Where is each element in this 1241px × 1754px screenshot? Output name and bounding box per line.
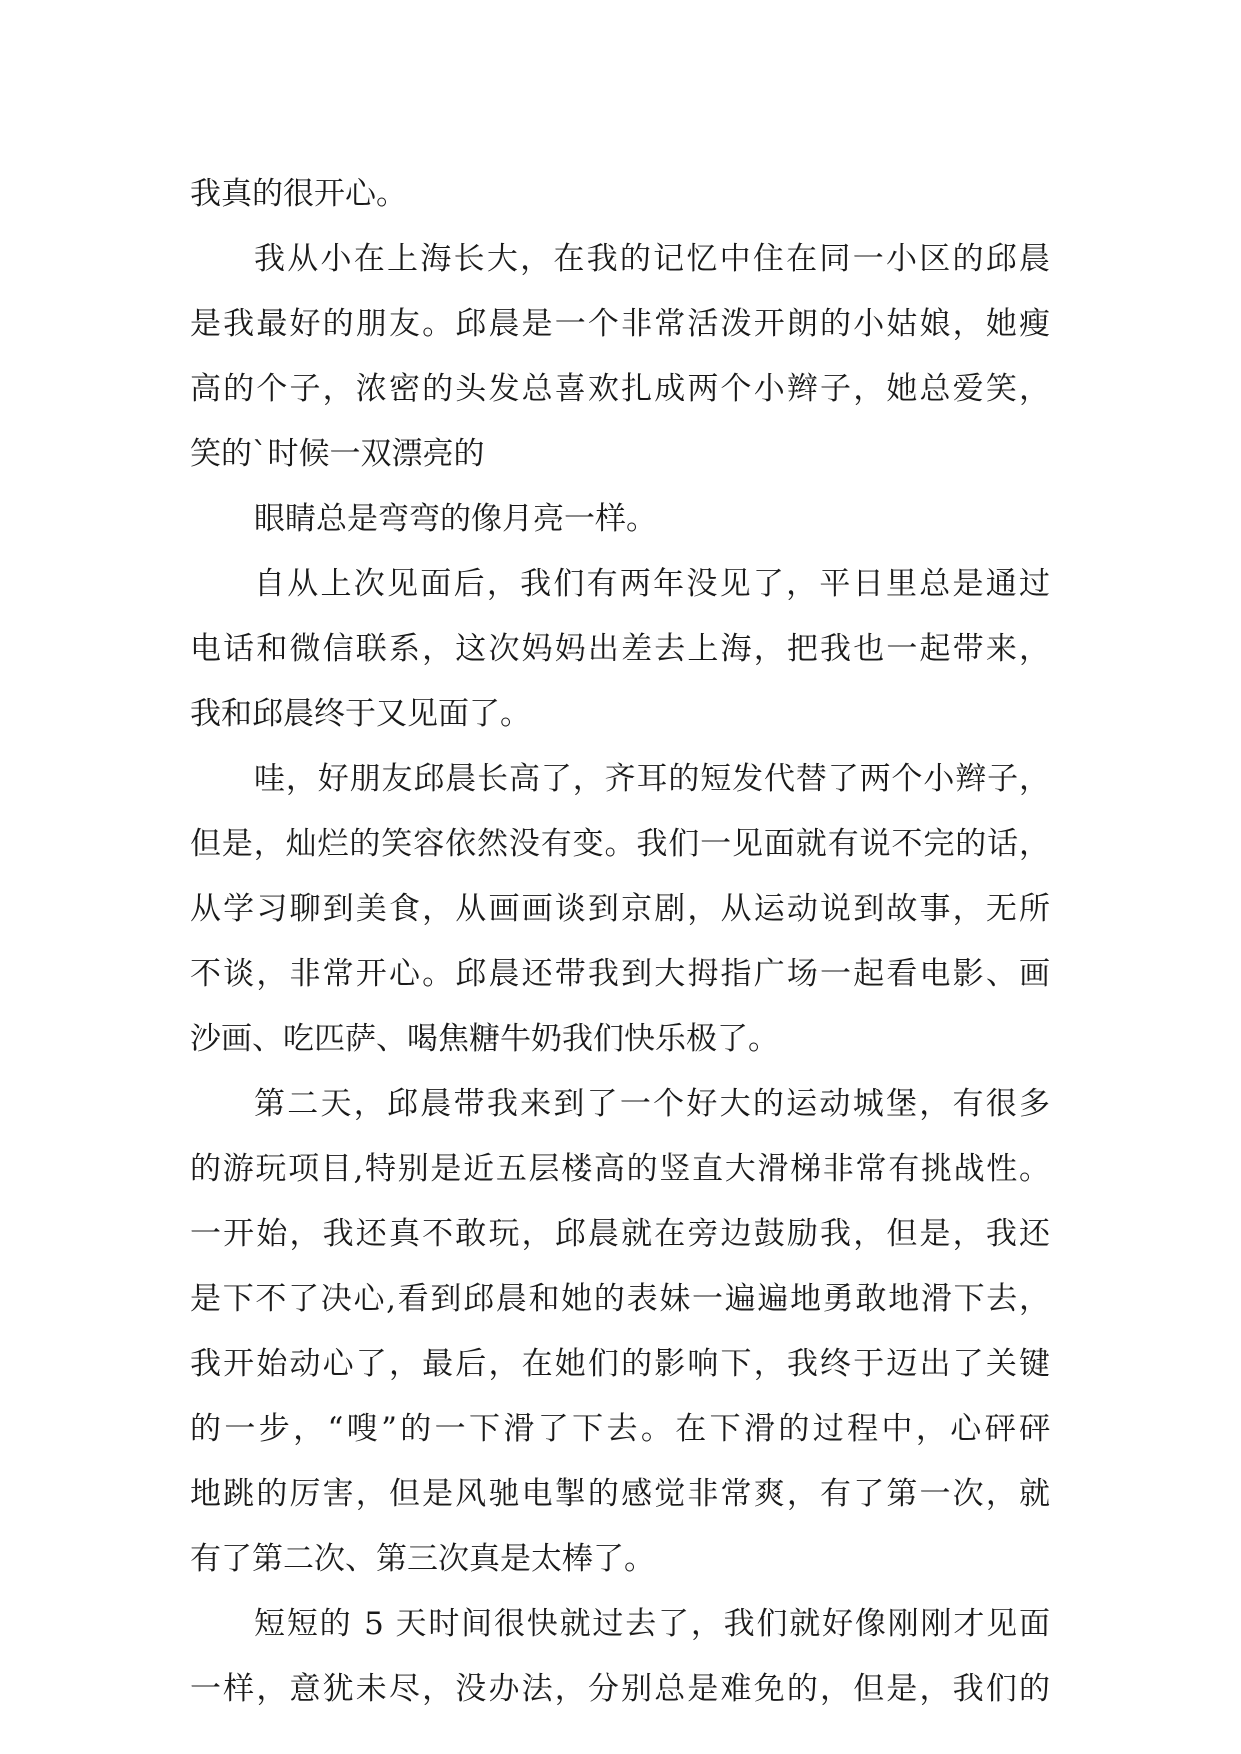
text-line: 的游玩项目,特别是近五层楼高的竖直大滑梯非常有挑战性。 <box>190 1151 1050 1187</box>
text-line: 我和邱晨终于又见面了。 <box>190 696 531 732</box>
text-line: 但是，灿烂的笑容依然没有变。我们一见面就有说不完的话， <box>190 826 1050 862</box>
text-line: 的一步，“嗖”的一下滑了下去。在下滑的过程中，心砰砰 <box>190 1411 1050 1447</box>
text-line: 短短的 5 天时间很快就过去了，我们就好像刚刚才见面 <box>254 1606 1050 1642</box>
text-line: 自从上次见面后，我们有两年没见了，平日里总是通过 <box>254 566 1050 602</box>
text-line: 笑的`时候一双漂亮的 <box>190 436 485 472</box>
text-line: 不谈，非常开心。邱晨还带我到大拇指广场一起看电影、画 <box>190 956 1050 992</box>
text-line: 我真的很开心。 <box>190 176 407 212</box>
text-line: 高的个子，浓密的头发总喜欢扎成两个小辫子，她总爱笑， <box>190 371 1050 407</box>
text-line: 我开始动心了，最后，在她们的影响下，我终于迈出了关键 <box>190 1346 1050 1382</box>
text-line: 有了第二次、第三次真是太棒了。 <box>190 1541 655 1577</box>
text-line: 第二天，邱晨带我来到了一个好大的运动城堡，有很多 <box>254 1086 1050 1122</box>
text-line: 哇，好朋友邱晨长高了，齐耳的短发代替了两个小辫子， <box>254 761 1050 797</box>
text-line: 沙画、吃匹萨、喝焦糖牛奶我们快乐极了。 <box>190 1021 779 1057</box>
text-line: 是我最好的朋友。邱晨是一个非常活泼开朗的小姑娘，她瘦 <box>190 306 1050 342</box>
text-line: 地跳的厉害，但是风驰电掣的感觉非常爽，有了第一次，就 <box>190 1476 1050 1512</box>
text-line: 一样，意犹未尽，没办法，分别总是难免的，但是，我们的 <box>190 1671 1050 1707</box>
text-line: 是下不了决心,看到邱晨和她的表妹一遍遍地勇敢地滑下去， <box>190 1281 1050 1317</box>
text-line: 我从小在上海长大，在我的记忆中住在同一小区的邱晨 <box>254 241 1050 277</box>
body-text <box>190 162 1050 1722</box>
text-line: 眼睛总是弯弯的像月亮一样。 <box>254 501 657 537</box>
text-line: 从学习聊到美食，从画画谈到京剧，从运动说到故事，无所 <box>190 891 1050 927</box>
text-line: 电话和微信联系，这次妈妈出差去上海，把我也一起带来， <box>190 631 1050 667</box>
text-line: 一开始，我还真不敢玩，邱晨就在旁边鼓励我，但是，我还 <box>190 1216 1050 1252</box>
